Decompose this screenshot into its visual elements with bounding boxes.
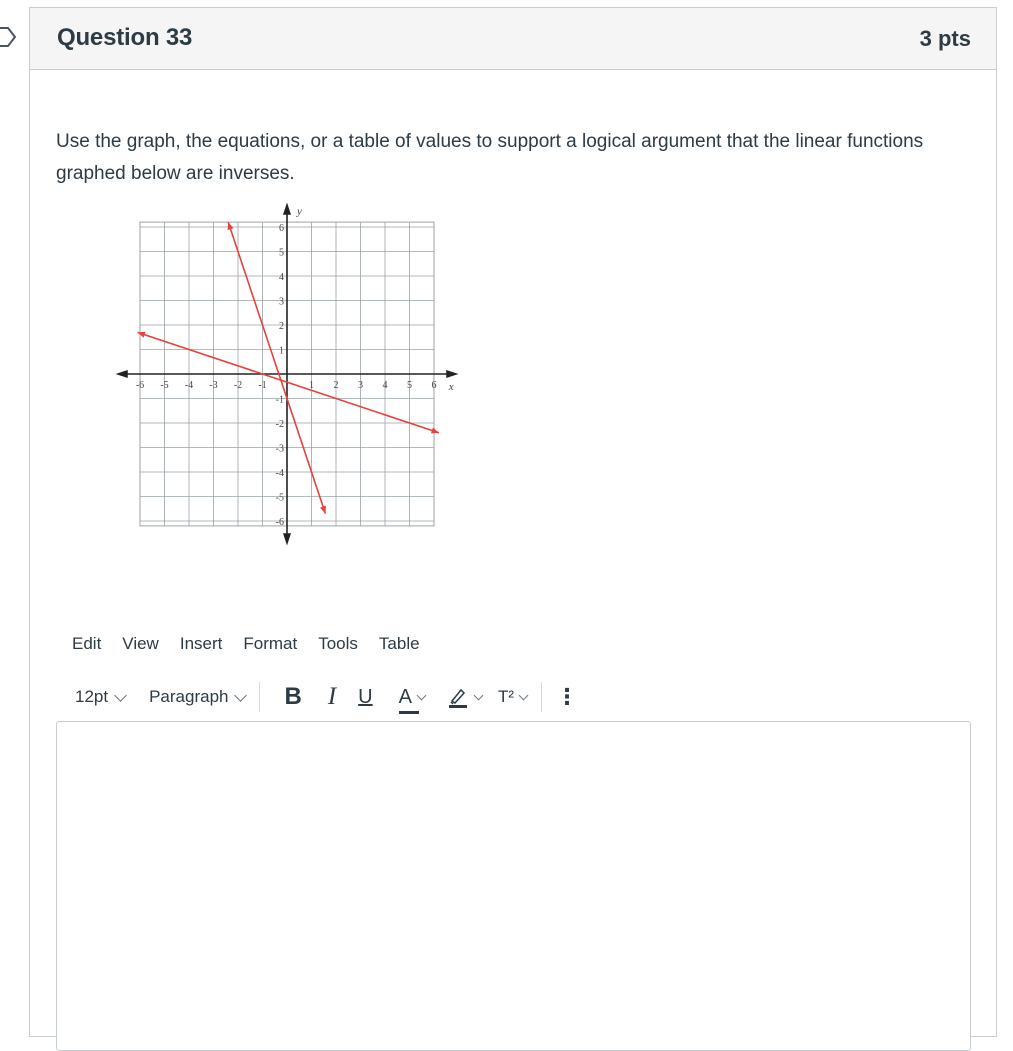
y-tick-label: 6 <box>279 223 284 234</box>
question-points: 3 pts <box>919 26 971 51</box>
y-axis-label: y <box>297 205 302 218</box>
font-size-select[interactable] <box>75 687 125 707</box>
question-card <box>29 7 997 1037</box>
editor-toolbar <box>75 680 578 714</box>
line-shallow-arrow-end <box>431 428 439 434</box>
y-tick-label: -4 <box>275 468 284 479</box>
y-tick-label: 5 <box>279 247 284 259</box>
line-steep-arrow-end <box>320 506 326 514</box>
line-shallow <box>135 332 439 432</box>
more-options-button[interactable]: ⋮ <box>556 684 578 709</box>
answer-editor[interactable] <box>56 721 971 1051</box>
underline-button[interactable]: U <box>358 685 373 708</box>
y-tick-label: -3 <box>275 443 284 455</box>
chevron-down-icon <box>519 690 529 700</box>
chevron-down-icon <box>235 689 248 702</box>
y-axis-arrow-up <box>283 203 291 215</box>
chevron-down-icon <box>114 689 127 702</box>
x-tick-label: -4 <box>184 380 194 391</box>
question-flag-icon[interactable] <box>0 25 20 49</box>
y-tick-label: 1 <box>279 345 284 357</box>
highlight-color-button[interactable] <box>447 686 482 708</box>
block-format-select[interactable] <box>149 687 245 707</box>
x-tick-label: -5 <box>160 380 169 391</box>
x-tick-label: 5 <box>407 380 412 391</box>
y-tick-label: -5 <box>275 492 284 504</box>
chevron-down-icon <box>474 690 484 700</box>
y-tick-label: -1 <box>275 394 284 406</box>
text-color-icon: A <box>399 686 412 709</box>
font-size-value: 12pt <box>75 687 109 706</box>
editor-menubar <box>72 634 441 660</box>
question-text: Use the graph, the equations, or a table of values to support a logical argument that the linear functions graphed below are inverses. <box>56 131 924 184</box>
line-steep-arrow-start <box>228 222 234 230</box>
y-tick-label: -2 <box>275 419 284 430</box>
x-tick-label: -1 <box>258 380 267 391</box>
x-tick-label: 4 <box>382 380 388 391</box>
toolbar-separator <box>541 682 542 712</box>
question-header <box>30 8 996 70</box>
x-tick-label: -3 <box>209 380 218 391</box>
question-title: Question 33 <box>57 24 193 51</box>
menu-edit[interactable]: Edit <box>72 634 102 653</box>
x-axis-arrow-left <box>116 370 128 378</box>
toolbar-separator <box>259 682 260 712</box>
y-tick-label: -6 <box>275 517 284 528</box>
highlighter-icon <box>447 686 469 708</box>
chevron-down-icon <box>417 690 427 700</box>
menu-format[interactable]: Format <box>243 634 298 653</box>
bold-button[interactable]: B <box>284 683 302 710</box>
block-format-value: Paragraph <box>149 687 229 706</box>
x-tick-label: -6 <box>135 380 145 391</box>
text-color-button[interactable] <box>399 686 425 709</box>
x-tick-label: -2 <box>233 380 243 391</box>
line-shallow-arrow-start <box>138 332 146 338</box>
x-axis-arrow-right <box>446 370 458 378</box>
x-tick-label: 2 <box>333 380 339 391</box>
superscript-button[interactable] <box>498 687 527 707</box>
menu-insert[interactable]: Insert <box>179 634 223 653</box>
x-tick-label: 6 <box>431 380 437 391</box>
menu-table[interactable]: Table <box>378 634 420 653</box>
graph-image <box>90 198 470 548</box>
superscript-icon: T² <box>497 687 514 706</box>
menu-view[interactable]: View <box>122 634 159 653</box>
x-tick-label: 3 <box>358 380 363 391</box>
y-tick-label: 4 <box>279 272 284 283</box>
menu-tools[interactable]: Tools <box>318 634 358 653</box>
x-tick-label: 1 <box>309 380 314 391</box>
y-axis-arrow-down <box>283 533 291 545</box>
y-tick-label: 3 <box>279 296 284 308</box>
y-tick-label: 2 <box>279 321 284 332</box>
x-axis-label: x <box>448 381 454 393</box>
italic-button[interactable]: I <box>327 683 337 710</box>
coordinate-graph <box>90 198 470 548</box>
